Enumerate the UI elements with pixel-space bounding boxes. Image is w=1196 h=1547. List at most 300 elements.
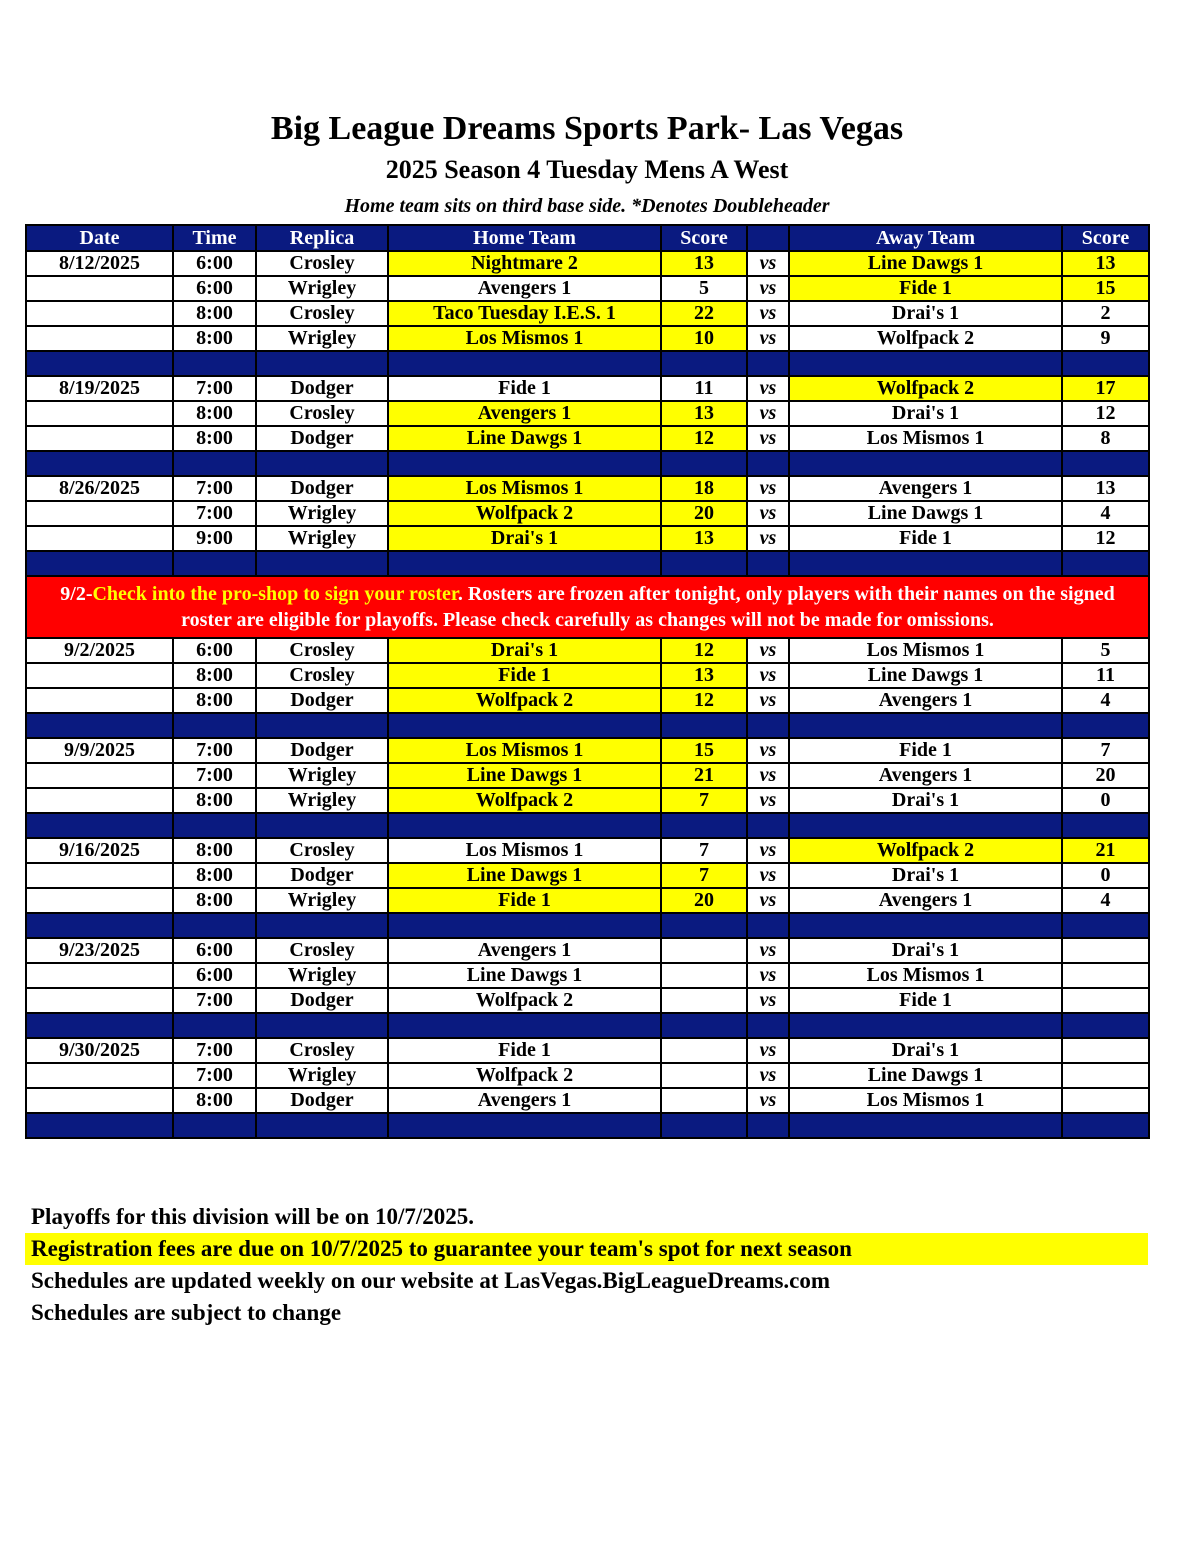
home-team: Line Dawgs 1 xyxy=(388,963,661,988)
game-date: 8/26/2025 xyxy=(26,476,173,501)
separator-cell xyxy=(388,913,661,938)
away-score: 8 xyxy=(1062,426,1149,451)
home-score: 18 xyxy=(661,476,747,501)
game-row xyxy=(26,501,1149,526)
home-team: Wolfpack 2 xyxy=(388,1063,661,1088)
game-row xyxy=(26,763,1149,788)
away-score: 21 xyxy=(1062,838,1149,863)
week-separator xyxy=(26,913,1149,938)
game-date xyxy=(26,988,173,1013)
away-score xyxy=(1062,1038,1149,1063)
game-time: 7:00 xyxy=(173,1038,256,1063)
away-team: Los Mismos 1 xyxy=(789,638,1062,663)
page-title: Big League Dreams Sports Park- Las Vegas xyxy=(270,110,904,147)
game-replica: Crosley xyxy=(256,638,388,663)
game-time: 7:00 xyxy=(173,501,256,526)
game-row xyxy=(26,251,1149,276)
separator-cell xyxy=(26,1013,173,1038)
separator-cell xyxy=(789,913,1062,938)
separator-cell xyxy=(173,451,256,476)
game-time: 9:00 xyxy=(173,526,256,551)
week-separator xyxy=(26,713,1149,738)
home-team: Wolfpack 2 xyxy=(388,501,661,526)
separator-cell xyxy=(26,451,173,476)
game-time: 8:00 xyxy=(173,1088,256,1113)
away-team: Los Mismos 1 xyxy=(789,1088,1062,1113)
home-score: 20 xyxy=(661,888,747,913)
away-score: 12 xyxy=(1062,526,1149,551)
game-replica: Wrigley xyxy=(256,501,388,526)
separator-cell xyxy=(256,451,388,476)
banner-prefix: 9/2- xyxy=(60,583,93,605)
week-separator xyxy=(26,813,1149,838)
separator-cell xyxy=(661,813,747,838)
separator-cell xyxy=(173,551,256,576)
separator-cell xyxy=(388,1013,661,1038)
game-replica: Crosley xyxy=(256,401,388,426)
home-team: Fide 1 xyxy=(388,663,661,688)
game-row xyxy=(26,276,1149,301)
away-team: Avengers 1 xyxy=(789,763,1062,788)
game-time: 6:00 xyxy=(173,638,256,663)
separator-cell xyxy=(1062,813,1149,838)
game-time: 8:00 xyxy=(173,401,256,426)
separator-cell xyxy=(388,813,661,838)
game-row xyxy=(26,1088,1149,1113)
week-separator xyxy=(26,451,1149,476)
away-score xyxy=(1062,1088,1149,1113)
home-team: Fide 1 xyxy=(388,1038,661,1063)
week-separator xyxy=(26,1113,1149,1138)
game-time: 7:00 xyxy=(173,376,256,401)
game-date: 9/23/2025 xyxy=(26,938,173,963)
separator-cell xyxy=(747,551,789,576)
separator-cell xyxy=(173,713,256,738)
separator-cell xyxy=(388,1113,661,1138)
home-team: Avengers 1 xyxy=(388,401,661,426)
week-separator xyxy=(26,1013,1149,1038)
game-date: 9/16/2025 xyxy=(26,838,173,863)
away-score: 12 xyxy=(1062,401,1149,426)
game-replica: Crosley xyxy=(256,1038,388,1063)
separator-cell xyxy=(256,813,388,838)
away-score: 2 xyxy=(1062,301,1149,326)
game-date xyxy=(26,688,173,713)
roster-banner xyxy=(26,576,1149,638)
separator-cell xyxy=(388,451,661,476)
vs-label: vs xyxy=(747,526,789,551)
separator-cell xyxy=(388,551,661,576)
vs-label: vs xyxy=(747,688,789,713)
separator-cell xyxy=(256,913,388,938)
home-team: Los Mismos 1 xyxy=(388,326,661,351)
home-team: Wolfpack 2 xyxy=(388,988,661,1013)
game-time: 8:00 xyxy=(173,663,256,688)
header-row xyxy=(26,225,1149,251)
game-row xyxy=(26,988,1149,1013)
separator-cell xyxy=(256,713,388,738)
home-team: Drai's 1 xyxy=(388,526,661,551)
registration-note: Registration fees are due on 10/7/2025 to guarantee your team's spot for next season xyxy=(25,1233,1148,1265)
separator-cell xyxy=(661,913,747,938)
game-replica: Wrigley xyxy=(256,1063,388,1088)
separator-cell xyxy=(1062,1013,1149,1038)
away-team: Fide 1 xyxy=(789,988,1062,1013)
home-score: 15 xyxy=(661,738,747,763)
away-score: 4 xyxy=(1062,888,1149,913)
vs-label: vs xyxy=(747,376,789,401)
home-team: Avengers 1 xyxy=(388,1088,661,1113)
home-score: 20 xyxy=(661,501,747,526)
game-row xyxy=(26,1063,1149,1088)
game-replica: Wrigley xyxy=(256,276,388,301)
home-score xyxy=(661,1088,747,1113)
website-note: Schedules are updated weekly on our website at LasVegas.BigLeagueDreams.com xyxy=(31,1268,831,1293)
game-replica: Dodger xyxy=(256,426,388,451)
away-score: 17 xyxy=(1062,376,1149,401)
vs-label: vs xyxy=(747,326,789,351)
separator-cell xyxy=(173,813,256,838)
game-date: 9/9/2025 xyxy=(26,738,173,763)
home-score xyxy=(661,963,747,988)
playoffs-note: Playoffs for this division will be on 10/7/2025. xyxy=(31,1204,475,1229)
game-date xyxy=(26,501,173,526)
away-team: Los Mismos 1 xyxy=(789,963,1062,988)
away-team: Line Dawgs 1 xyxy=(789,251,1062,276)
home-score xyxy=(661,1038,747,1063)
home-team: Nightmare 2 xyxy=(388,251,661,276)
away-team: Drai's 1 xyxy=(789,1038,1062,1063)
separator-cell xyxy=(789,1113,1062,1138)
change-note: Schedules are subject to change xyxy=(31,1300,342,1325)
vs-label: vs xyxy=(747,1088,789,1113)
game-row xyxy=(26,301,1149,326)
away-score: 15 xyxy=(1062,276,1149,301)
away-team: Fide 1 xyxy=(789,526,1062,551)
away-score: 13 xyxy=(1062,476,1149,501)
game-time: 6:00 xyxy=(173,963,256,988)
away-team: Avengers 1 xyxy=(789,688,1062,713)
separator-cell xyxy=(661,1113,747,1138)
vs-label: vs xyxy=(747,1038,789,1063)
away-score xyxy=(1062,1063,1149,1088)
home-score: 13 xyxy=(661,526,747,551)
game-replica: Wrigley xyxy=(256,788,388,813)
separator-cell xyxy=(747,1113,789,1138)
home-score: 12 xyxy=(661,426,747,451)
game-replica: Crosley xyxy=(256,838,388,863)
game-time: 7:00 xyxy=(173,988,256,1013)
separator-cell xyxy=(256,1013,388,1038)
separator-cell xyxy=(1062,1113,1149,1138)
home-team: Wolfpack 2 xyxy=(388,688,661,713)
home-score: 11 xyxy=(661,376,747,401)
banner-text: . Rosters are frozen after tonight, only players with their names on the signed roster are eligible for playoffs. Please check carefully as changes will not be made for omissions. xyxy=(181,583,1115,631)
week-separator xyxy=(26,551,1149,576)
vs-label: vs xyxy=(747,788,789,813)
separator-cell xyxy=(26,713,173,738)
away-team: Drai's 1 xyxy=(789,863,1062,888)
separator-cell xyxy=(747,1013,789,1038)
home-score: 13 xyxy=(661,663,747,688)
separator-cell xyxy=(747,813,789,838)
schedule-body xyxy=(26,251,1149,1138)
separator-cell xyxy=(747,451,789,476)
col-away-team: Away Team xyxy=(789,225,1062,251)
separator-cell xyxy=(789,551,1062,576)
home-score: 7 xyxy=(661,838,747,863)
away-score: 11 xyxy=(1062,663,1149,688)
game-row xyxy=(26,838,1149,863)
away-team: Line Dawgs 1 xyxy=(789,501,1062,526)
game-row xyxy=(26,1038,1149,1063)
game-replica: Dodger xyxy=(256,738,388,763)
home-team-note: Home team sits on third base side. *Denotes Doubleheader xyxy=(344,195,830,217)
game-date: 8/19/2025 xyxy=(26,376,173,401)
separator-cell xyxy=(1062,451,1149,476)
vs-label: vs xyxy=(747,501,789,526)
game-row xyxy=(26,938,1149,963)
game-row xyxy=(26,738,1149,763)
game-date xyxy=(26,301,173,326)
vs-label: vs xyxy=(747,738,789,763)
game-date xyxy=(26,401,173,426)
separator-cell xyxy=(256,551,388,576)
separator-cell xyxy=(26,913,173,938)
game-time: 6:00 xyxy=(173,276,256,301)
game-time: 8:00 xyxy=(173,788,256,813)
away-score: 7 xyxy=(1062,738,1149,763)
away-team: Fide 1 xyxy=(789,276,1062,301)
game-date xyxy=(26,788,173,813)
separator-cell xyxy=(1062,351,1149,376)
home-score: 12 xyxy=(661,638,747,663)
game-replica: Wrigley xyxy=(256,326,388,351)
separator-cell xyxy=(388,351,661,376)
home-team: Los Mismos 1 xyxy=(388,476,661,501)
separator-cell xyxy=(789,713,1062,738)
footer xyxy=(25,1201,1148,1329)
vs-label: vs xyxy=(747,276,789,301)
vs-label: vs xyxy=(747,863,789,888)
game-date xyxy=(26,1088,173,1113)
game-replica: Dodger xyxy=(256,863,388,888)
home-team: Fide 1 xyxy=(388,376,661,401)
separator-cell xyxy=(26,813,173,838)
home-team: Drai's 1 xyxy=(388,638,661,663)
home-team: Fide 1 xyxy=(388,888,661,913)
game-date: 9/2/2025 xyxy=(26,638,173,663)
home-score: 22 xyxy=(661,301,747,326)
home-score: 10 xyxy=(661,326,747,351)
game-time: 8:00 xyxy=(173,838,256,863)
game-date xyxy=(26,276,173,301)
away-team: Line Dawgs 1 xyxy=(789,1063,1062,1088)
game-row xyxy=(26,476,1149,501)
home-score: 7 xyxy=(661,788,747,813)
game-replica: Wrigley xyxy=(256,526,388,551)
away-team: Line Dawgs 1 xyxy=(789,663,1062,688)
game-time: 8:00 xyxy=(173,301,256,326)
home-score xyxy=(661,938,747,963)
away-score: 9 xyxy=(1062,326,1149,351)
game-time: 7:00 xyxy=(173,476,256,501)
vs-label: vs xyxy=(747,476,789,501)
col-date: Date xyxy=(26,225,173,251)
away-score: 0 xyxy=(1062,863,1149,888)
home-team: Line Dawgs 1 xyxy=(388,763,661,788)
home-score: 21 xyxy=(661,763,747,788)
game-row xyxy=(26,526,1149,551)
game-replica: Dodger xyxy=(256,688,388,713)
home-team: Avengers 1 xyxy=(388,938,661,963)
roster-banner-row xyxy=(26,576,1149,638)
game-row xyxy=(26,326,1149,351)
game-time: 8:00 xyxy=(173,688,256,713)
home-team: Line Dawgs 1 xyxy=(388,426,661,451)
game-row xyxy=(26,376,1149,401)
game-time: 8:00 xyxy=(173,426,256,451)
away-team: Los Mismos 1 xyxy=(789,426,1062,451)
home-team: Line Dawgs 1 xyxy=(388,863,661,888)
separator-cell xyxy=(173,1113,256,1138)
game-time: 8:00 xyxy=(173,326,256,351)
game-row xyxy=(26,688,1149,713)
home-score: 12 xyxy=(661,688,747,713)
vs-label: vs xyxy=(747,638,789,663)
game-row xyxy=(26,401,1149,426)
vs-label: vs xyxy=(747,426,789,451)
separator-cell xyxy=(1062,551,1149,576)
away-team: Wolfpack 2 xyxy=(789,376,1062,401)
separator-cell xyxy=(661,713,747,738)
game-time: 6:00 xyxy=(173,251,256,276)
game-replica: Dodger xyxy=(256,376,388,401)
away-score: 5 xyxy=(1062,638,1149,663)
game-date xyxy=(26,888,173,913)
home-score xyxy=(661,1063,747,1088)
game-replica: Dodger xyxy=(256,476,388,501)
separator-cell xyxy=(26,1113,173,1138)
game-replica: Dodger xyxy=(256,988,388,1013)
game-replica: Crosley xyxy=(256,251,388,276)
game-date xyxy=(26,863,173,888)
away-team: Avengers 1 xyxy=(789,888,1062,913)
away-team: Drai's 1 xyxy=(789,938,1062,963)
separator-cell xyxy=(789,451,1062,476)
vs-label: vs xyxy=(747,938,789,963)
game-replica: Crosley xyxy=(256,663,388,688)
vs-label: vs xyxy=(747,401,789,426)
separator-cell xyxy=(173,913,256,938)
schedule-table xyxy=(25,224,1150,1139)
game-time: 7:00 xyxy=(173,763,256,788)
game-replica: Dodger xyxy=(256,1088,388,1113)
game-date xyxy=(26,326,173,351)
game-date xyxy=(26,426,173,451)
game-row xyxy=(26,963,1149,988)
col-time: Time xyxy=(173,225,256,251)
separator-cell xyxy=(747,351,789,376)
col-away-score: Score xyxy=(1062,225,1149,251)
separator-cell xyxy=(661,451,747,476)
separator-cell xyxy=(661,551,747,576)
page-subtitle: 2025 Season 4 Tuesday Mens A West xyxy=(385,155,789,184)
away-score: 13 xyxy=(1062,251,1149,276)
week-separator xyxy=(26,351,1149,376)
vs-label: vs xyxy=(747,988,789,1013)
away-team: Fide 1 xyxy=(789,738,1062,763)
game-replica: Wrigley xyxy=(256,963,388,988)
game-time: 7:00 xyxy=(173,1063,256,1088)
separator-cell xyxy=(789,1013,1062,1038)
banner-highlight: Check into the pro-shop to sign your roster xyxy=(92,583,458,605)
vs-label: vs xyxy=(747,251,789,276)
game-date xyxy=(26,763,173,788)
vs-label: vs xyxy=(747,963,789,988)
separator-cell xyxy=(173,351,256,376)
game-replica: Crosley xyxy=(256,938,388,963)
vs-label: vs xyxy=(747,838,789,863)
separator-cell xyxy=(1062,713,1149,738)
vs-label: vs xyxy=(747,1063,789,1088)
game-time: 7:00 xyxy=(173,738,256,763)
vs-label: vs xyxy=(747,888,789,913)
game-row xyxy=(26,863,1149,888)
separator-cell xyxy=(388,713,661,738)
game-time: 8:00 xyxy=(173,863,256,888)
game-row xyxy=(26,788,1149,813)
separator-cell xyxy=(661,1013,747,1038)
away-team: Wolfpack 2 xyxy=(789,326,1062,351)
game-date: 9/30/2025 xyxy=(26,1038,173,1063)
game-row xyxy=(26,663,1149,688)
away-team: Avengers 1 xyxy=(789,476,1062,501)
separator-cell xyxy=(173,1013,256,1038)
home-team: Wolfpack 2 xyxy=(388,788,661,813)
col-replica: Replica xyxy=(256,225,388,251)
separator-cell xyxy=(789,813,1062,838)
home-score: 13 xyxy=(661,401,747,426)
home-score: 13 xyxy=(661,251,747,276)
game-time: 6:00 xyxy=(173,938,256,963)
home-score: 5 xyxy=(661,276,747,301)
game-replica: Wrigley xyxy=(256,763,388,788)
separator-cell xyxy=(256,1113,388,1138)
away-team: Wolfpack 2 xyxy=(789,838,1062,863)
home-score: 7 xyxy=(661,863,747,888)
home-team: Taco Tuesday I.E.S. 1 xyxy=(388,301,661,326)
away-team: Drai's 1 xyxy=(789,788,1062,813)
separator-cell xyxy=(747,713,789,738)
game-date xyxy=(26,1063,173,1088)
separator-cell xyxy=(789,351,1062,376)
away-score: 4 xyxy=(1062,688,1149,713)
home-team: Los Mismos 1 xyxy=(388,838,661,863)
vs-label: vs xyxy=(747,301,789,326)
away-score: 4 xyxy=(1062,501,1149,526)
separator-cell xyxy=(747,913,789,938)
away-score xyxy=(1062,988,1149,1013)
col-home-score: Score xyxy=(661,225,747,251)
col-home-team: Home Team xyxy=(388,225,661,251)
separator-cell xyxy=(26,351,173,376)
separator-cell xyxy=(26,551,173,576)
away-score xyxy=(1062,938,1149,963)
separator-cell xyxy=(1062,913,1149,938)
away-score: 20 xyxy=(1062,763,1149,788)
game-row xyxy=(26,638,1149,663)
